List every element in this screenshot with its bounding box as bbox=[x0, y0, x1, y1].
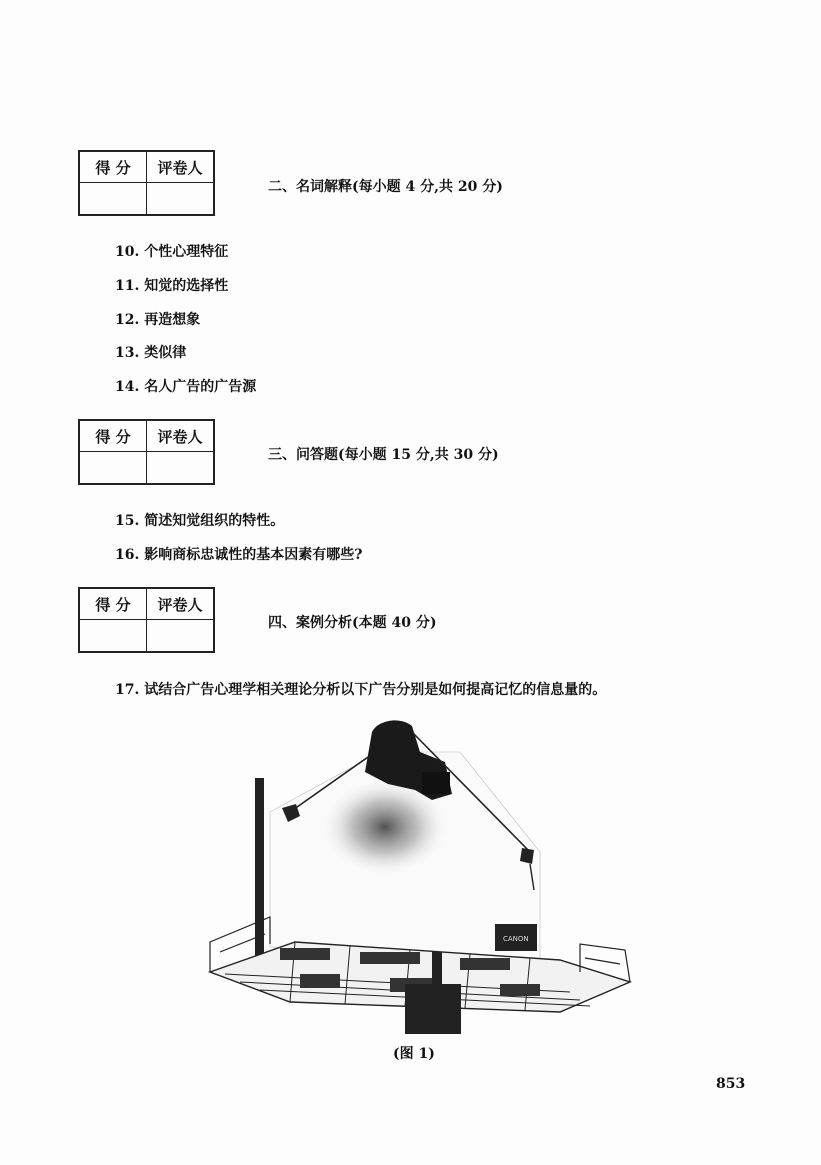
grader-cell bbox=[147, 183, 213, 214]
figure-caption: (图 1) bbox=[393, 1046, 435, 1062]
score-table bbox=[78, 587, 215, 653]
section-title: 二、名词解释(每小题 4 分,共 20 分) bbox=[268, 179, 503, 195]
grader-cell bbox=[147, 452, 213, 483]
score-table bbox=[78, 419, 215, 485]
question-item: 11. 知觉的选择性 bbox=[115, 278, 229, 294]
question-item: 15. 简述知觉组织的特性。 bbox=[115, 513, 285, 529]
question-item: 16. 影响商标忠诚性的基本因素有哪些? bbox=[115, 547, 363, 563]
question-item: 14. 名人广告的广告源 bbox=[115, 379, 257, 395]
billboard-illustration bbox=[200, 712, 632, 1042]
grader-label: 评卷人 bbox=[147, 152, 213, 183]
score-table bbox=[78, 150, 215, 216]
section-title: 四、案例分析(本题 40 分) bbox=[268, 615, 437, 631]
section-title: 三、问答题(每小题 15 分,共 30 分) bbox=[268, 447, 499, 463]
page-number: 853 bbox=[716, 1076, 746, 1092]
score-label: 得 分 bbox=[80, 421, 147, 452]
question-item: 10. 个性心理特征 bbox=[115, 244, 229, 260]
grader-label: 评卷人 bbox=[147, 421, 213, 452]
score-cell bbox=[80, 183, 147, 214]
question-item: 17. 试结合广告心理学相关理论分析以下广告分别是如何提高记忆的信息量的。 bbox=[115, 682, 607, 698]
sign-text: CANON bbox=[503, 935, 529, 943]
score-label: 得 分 bbox=[80, 589, 147, 620]
score-cell bbox=[80, 620, 147, 651]
grader-cell bbox=[147, 620, 213, 651]
grader-label: 评卷人 bbox=[147, 589, 213, 620]
question-item: 13. 类似律 bbox=[115, 345, 187, 361]
question-item: 12. 再造想象 bbox=[115, 312, 201, 328]
score-label: 得 分 bbox=[80, 152, 147, 183]
score-cell bbox=[80, 452, 147, 483]
